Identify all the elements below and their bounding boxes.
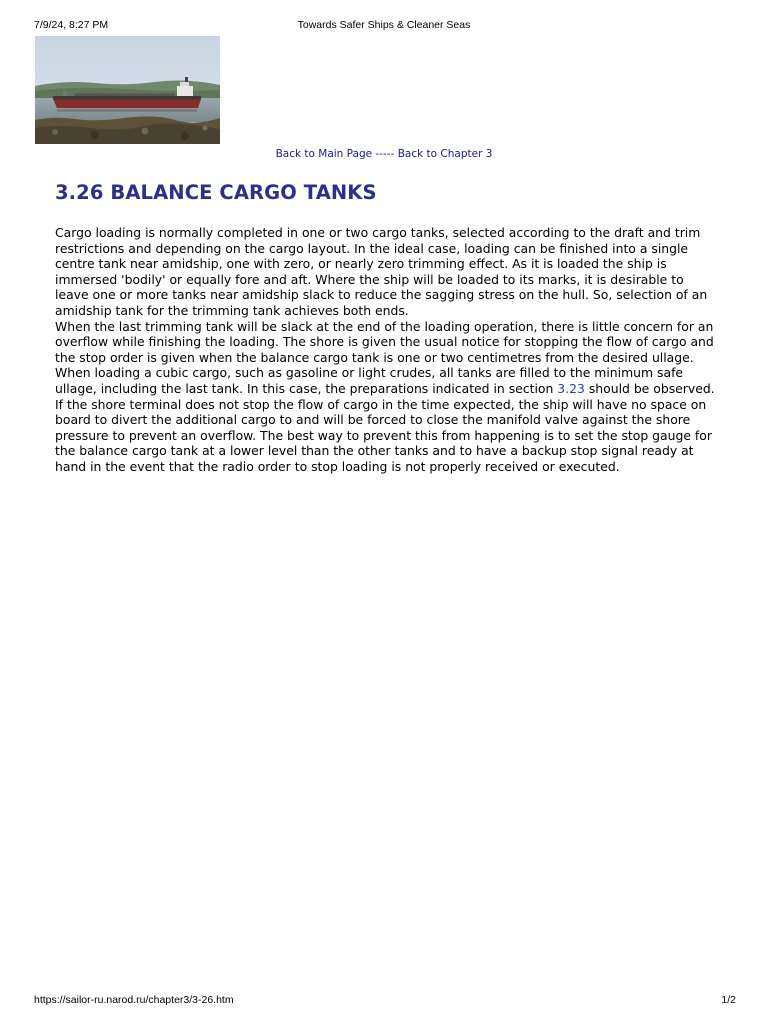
print-page-number: 1/2 xyxy=(721,994,736,1006)
print-url: https://sailor-ru.narod.ru/chapter3/3-26.htm xyxy=(34,994,234,1006)
section-3-23-link[interactable]: 3.23 xyxy=(557,380,585,396)
nav-separator: ----- xyxy=(372,148,398,160)
navigation-links xyxy=(0,148,768,160)
paragraph-2: When the last trimming tank will be slack at the end of the loading operation, there is little concern for an overflow while finishing the loading. The shore is given the usual notice for stopping the flow of cargo and the stop order is given when the balance cargo tank is one or two centimetres from the desired ullage. xyxy=(55,318,714,365)
page-title: 3.26 BALANCE CARGO TANKS xyxy=(55,181,377,204)
paragraph-3-text-start: When loading a cubic cargo, such as gasoline or light crudes, all tanks are filled to the minimum safe ullage, including the last tank. In this case, the preparations indicated in section xyxy=(55,365,684,396)
print-datetime: 7/9/24, 8:27 PM xyxy=(34,19,109,31)
paragraph-3 xyxy=(55,365,719,474)
paragraph-1: Cargo loading is normally completed in one or two cargo tanks, selected according to the draft and trim restrictions and depending on the cargo layout. In the ideal case, loading can be finished into a single centre tank near amidship, one with zero, or nearly zero trimming effect. As it is loaded the ship is immersed 'bodily' or equally fore and aft. Where the ship will be loaded to its marks, it is desirable to leave one or more tanks near amidship slack to reduce the sagging stress on the hull. So, selection of an amidship tank for the trimming tank achieves both ends. xyxy=(55,225,708,318)
back-to-main-page-link[interactable]: Back to Main Page xyxy=(275,148,373,160)
paragraph-3-text-end: should be observed. If the shore terminal does not stop the flow of cargo in the time expected, the ship will have no space on board to divert the additional cargo to and will be forced to close the manifold valve against the shore pressure to prevent an overflow. The best way to prevent this from happening is to set the stop gauge for the balance cargo tank at a lower level than the other tanks and to have a backup stop signal ready at hand in the event that the radio order to stop loading is not properly received or executed. xyxy=(55,380,715,474)
article-body xyxy=(55,225,719,475)
print-page-title: Towards Safer Ships & Cleaner Seas xyxy=(297,19,471,31)
tanker-ship-photo xyxy=(35,36,220,144)
back-to-chapter-link[interactable]: Back to Chapter 3 xyxy=(397,148,493,160)
